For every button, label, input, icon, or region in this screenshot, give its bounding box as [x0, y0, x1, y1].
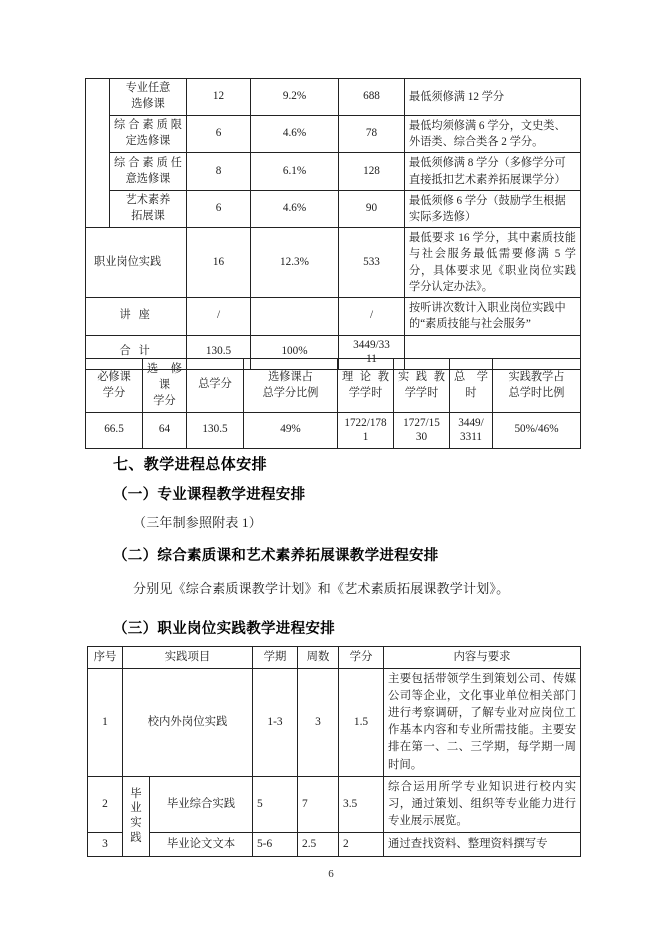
subsection-heading-3: （三）职业岗位实践教学进程安排 — [113, 621, 335, 637]
row-credits: 3.5 — [339, 776, 384, 832]
credits-summary-table — [85, 78, 581, 370]
row-credits: 2 — [339, 832, 384, 856]
summary-value: 1727/15 30 — [394, 412, 450, 448]
table-row — [88, 832, 581, 856]
col-header-weeks: 周数 — [298, 647, 339, 669]
col-header-credits: 学分 — [339, 647, 384, 669]
table-row — [88, 647, 581, 669]
credits-percent: 6.1% — [251, 153, 339, 190]
credits-percent: 9.2% — [251, 79, 339, 116]
table-row — [86, 298, 581, 335]
row-project: 毕业综合实践 — [150, 776, 253, 832]
credits-category: 讲 座 — [86, 298, 187, 335]
col-header-project: 实践项目 — [123, 647, 253, 669]
row-no: 2 — [88, 776, 123, 832]
summary-value: 50%/46% — [493, 412, 581, 448]
credits-percent: 4.6% — [251, 190, 339, 227]
table-row — [86, 359, 581, 413]
row-no: 1 — [88, 669, 123, 777]
table-row — [86, 115, 581, 152]
summary-value: 130.5 — [187, 412, 244, 448]
subsection-body-1: （三年制参照附表 1） — [133, 515, 262, 530]
credits-total-hours: 3449/33 11 — [339, 335, 405, 369]
credits-total-value: 130.5 — [187, 335, 251, 369]
credits-hours: / — [339, 298, 405, 335]
credits-note: 最低须修 6 学分（鼓励学生根据实际多选修） — [405, 190, 581, 227]
summary-value: 1722/178 1 — [338, 412, 394, 448]
credits-hours: 128 — [339, 153, 405, 190]
row-content: 通过查找资料、整理资料撰写专 — [384, 832, 581, 856]
credits-total-percent: 100% — [251, 335, 339, 369]
table-row — [86, 79, 581, 116]
row-term: 1-3 — [253, 669, 298, 777]
summary-header: 理 论 教 学学时 — [338, 359, 394, 413]
page-number: 6 — [328, 868, 334, 880]
credits-hours: 78 — [339, 115, 405, 152]
credits-note: 按听讲次数计入职业岗位实践中的“素质技能与社会服务” — [405, 298, 581, 335]
row-project: 校内外岗位实践 — [123, 669, 253, 777]
row-content: 综合运用所学专业知识进行校内实习，通过策划、组织等专业能力进行专业展示展览。 — [384, 776, 581, 832]
row-project: 毕业论文文本 — [150, 832, 253, 856]
credits-percent — [251, 298, 339, 335]
row-no: 3 — [88, 832, 123, 856]
summary-header: 选 修 课 学分 — [143, 359, 187, 413]
row-weeks: 3 — [298, 669, 339, 777]
summary-value: 66.5 — [86, 412, 143, 448]
credits-value: 16 — [187, 228, 251, 298]
credits-note: 最低均须修满 6 学分，文史类、外语类、综合类各 2 学分。 — [405, 115, 581, 152]
credits-percent: 12.3% — [251, 228, 339, 298]
row-weeks: 2.5 — [298, 832, 339, 856]
table-row — [86, 412, 581, 448]
row-term: 5-6 — [253, 832, 298, 856]
credits-category: 职业岗位实践 — [86, 228, 187, 298]
row-credits: 1.5 — [339, 669, 384, 777]
col-header-term: 学期 — [253, 647, 298, 669]
credits-value: 8 — [187, 153, 251, 190]
page-title: 七、教学进程总体安排 — [113, 455, 268, 473]
table-row — [88, 776, 581, 832]
credits-category: 综合素质限 定选修课 — [110, 115, 187, 152]
subsection-body-2: 分别见《综合素质课教学计划》和《艺术素质拓展课教学计划》。 — [133, 581, 510, 596]
credits-note: 最低要求 16 学分，其中素质技能与社会服务最低需要修满 5 学分，具体要求见《职业岗位实践学分认定办法》。 — [405, 228, 581, 298]
credits-value: 6 — [187, 115, 251, 152]
table-row — [86, 228, 581, 298]
summary-header: 实践教学占 总学时比例 — [493, 359, 581, 413]
practice-schedule-table — [87, 646, 581, 857]
credits-hours: 533 — [339, 228, 405, 298]
summary-header: 选修课占 总学分比例 — [244, 359, 338, 413]
credits-value: 6 — [187, 190, 251, 227]
credits-hours: 688 — [339, 79, 405, 116]
col-header-no: 序号 — [88, 647, 123, 669]
practice-group-label: 毕 业 实 践 — [123, 776, 150, 856]
credits-value: / — [187, 298, 251, 335]
credits-category: 专业任意 选修课 — [110, 79, 187, 116]
summary-value: 3449/ 3311 — [450, 412, 493, 448]
col-header-content: 内容与要求 — [384, 647, 581, 669]
subsection-heading-2: （二）综合素质课和艺术素养拓展课教学进程安排 — [113, 548, 439, 564]
credits-totals-table — [85, 358, 581, 449]
table-row — [86, 190, 581, 227]
credits-hours: 90 — [339, 190, 405, 227]
subsection-heading-1: （一）专业课程教学进程安排 — [113, 487, 306, 503]
summary-value: 64 — [143, 412, 187, 448]
summary-value: 49% — [244, 412, 338, 448]
row-weeks: 7 — [298, 776, 339, 832]
credits-group-cell — [86, 79, 110, 228]
summary-header: 总学分 — [187, 359, 244, 413]
summary-header: 实 践 教 学学时 — [394, 359, 450, 413]
credits-category: 综合素质任 意选修课 — [110, 153, 187, 190]
row-content: 主要包括带领学生到策划公司、传媒公司等企业，文化事业单位相关部门进行考察调研，了解专业对应岗位工作基本内容和专业所需技能。主要安排在第一、二、三学期，每学期一周时间。 — [384, 669, 581, 777]
credits-note: 最低须修满 12 学分 — [405, 79, 581, 116]
credits-value: 12 — [187, 79, 251, 116]
credits-total-label: 合 计 — [86, 335, 187, 369]
summary-header: 必修课 学分 — [86, 359, 143, 413]
credits-note: 最低须修满 8 学分（多修学分可直接抵扣艺术素养拓展课学分） — [405, 153, 581, 190]
table-row — [88, 669, 581, 777]
summary-header: 总 学 时 — [450, 359, 493, 413]
credits-category: 艺术素养 拓展课 — [110, 190, 187, 227]
table-row — [86, 153, 581, 190]
row-term: 5 — [253, 776, 298, 832]
credits-percent: 4.6% — [251, 115, 339, 152]
